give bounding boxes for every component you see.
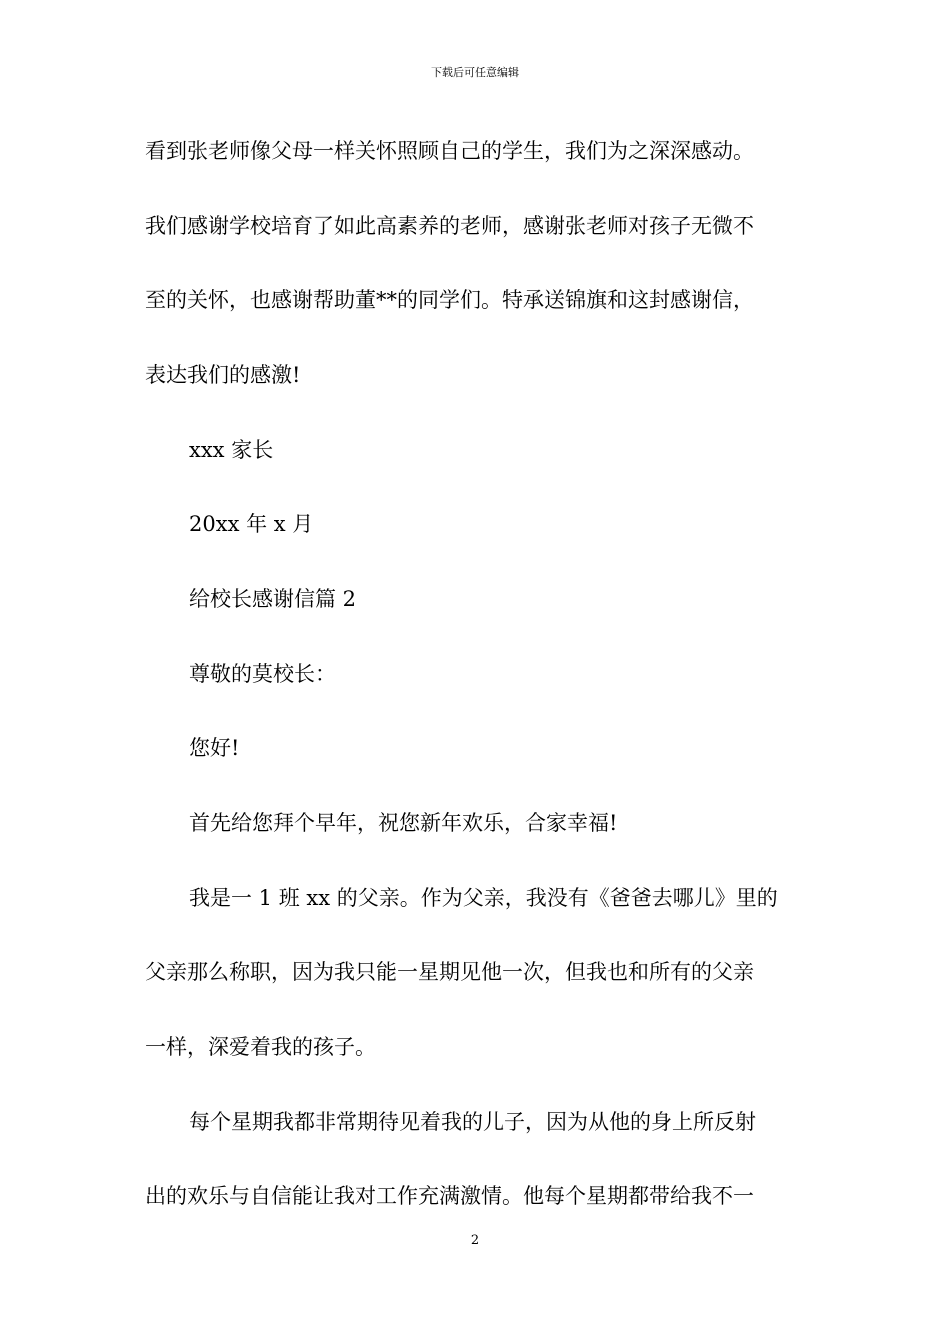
- text-line: 我是一 1 班 xx 的父亲。作为父亲，我没有《爸爸去哪儿》里的: [189, 886, 778, 910]
- page-header: 下载后可任意编辑: [431, 66, 519, 79]
- signature-line: xxx 家长: [189, 438, 274, 462]
- date-line: 20xx 年 x 月: [189, 512, 314, 536]
- text-line: 每个星期我都非常期待见着我的儿子，因为从他的身上所反射: [189, 1110, 756, 1134]
- text-line: 看到张老师像父母一样关怀照顾自己的学生，我们为之深深感动。: [145, 139, 754, 163]
- salutation: 尊敬的莫校长：: [189, 662, 336, 686]
- text-line: 至的关怀，也感谢帮助董**的同学们。特承送锦旗和这封感谢信，: [145, 288, 754, 312]
- greeting: 您好!: [189, 736, 240, 760]
- text-line: 一样，深爱着我的孩子。: [145, 1035, 376, 1059]
- text-line: 出的欢乐与自信能让我对工作充满激情。他每个星期都带给我不一: [145, 1184, 754, 1208]
- page-number: 2: [470, 1233, 480, 1248]
- section-title: 给校长感谢信篇 2: [189, 587, 357, 611]
- text-line: 表达我们的感激!: [145, 363, 301, 387]
- text-line: 我们感谢学校培育了如此高素养的老师，感谢张老师对孩子无微不: [145, 214, 754, 238]
- text-line: 首先给您拜个早年，祝您新年欢乐，合家幸福!: [189, 811, 618, 835]
- text-line: 父亲那么称职，因为我只能一星期见他一次，但我也和所有的父亲: [145, 960, 754, 984]
